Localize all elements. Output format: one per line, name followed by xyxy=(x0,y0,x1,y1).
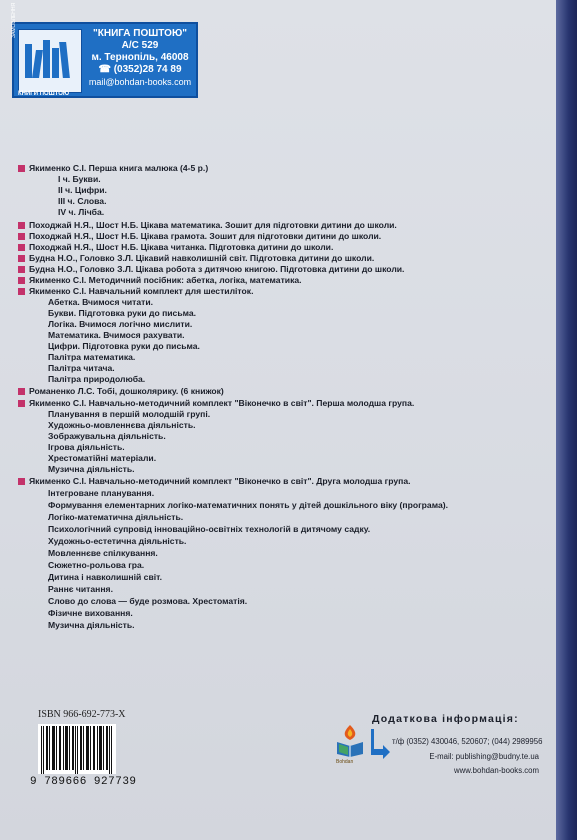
bullet xyxy=(18,255,25,262)
list-item: Якименко С.І. Перша книга малюка (4-5 р.) xyxy=(29,163,208,174)
sub-item: Зображувальна діяльність. xyxy=(48,431,166,441)
arrow-icon xyxy=(371,729,391,759)
bullet xyxy=(18,165,25,172)
sub-item: Ігрова діяльність. xyxy=(48,442,125,452)
info-title: Додаткова інформація: xyxy=(372,713,519,725)
list-item: Якименко С.І. Навчально-методичний комплект "Віконечко в світ". Друга молодша група. xyxy=(29,476,410,487)
bullet xyxy=(18,400,25,407)
sub-item: Музична діяльність. xyxy=(48,464,135,474)
sub-item: Раннє читання. xyxy=(48,584,113,594)
stamp-email[interactable]: mail@bohdan-books.com xyxy=(88,77,192,87)
stamp-box: А/С 529 xyxy=(121,40,159,51)
contact-website[interactable]: www.bohdan-books.com xyxy=(454,766,539,775)
publisher-logo-icon xyxy=(334,722,366,758)
bullet xyxy=(18,233,25,240)
stamp-phone: ☎ (0352)28 74 89 xyxy=(98,64,182,75)
sub-item: ІІІ ч. Слова. xyxy=(58,196,107,206)
spine-edge xyxy=(556,0,577,840)
sub-item: Формування елементарних логіко-математичних понять у дітей дошкільного віку (програма). xyxy=(48,500,448,510)
list-item: Будна Н.О., Головко З.Л. Цікавий навколишній світ. Підготовка дитини до школи. xyxy=(29,253,374,264)
sub-item: Палітра читача. xyxy=(48,363,115,373)
stamp-title: "КНИГА ПОШТОЮ" xyxy=(93,28,187,39)
sub-item: Логіка. Вчимося логічно мислити. xyxy=(48,319,193,329)
stamp-city: м. Тернопіль, 46008 xyxy=(91,52,189,63)
bullet xyxy=(18,288,25,295)
bullet xyxy=(18,244,25,251)
list-item: Походжай Н.Я., Шост Н.Б. Цікава математика. Зошит для підготовки дитини до школи. xyxy=(29,220,397,231)
sub-item: Дитина і навколишній світ. xyxy=(48,572,162,582)
barcode-icon xyxy=(38,724,116,774)
list-item: Будна Н.О., Головко З.Л. Цікава робота з дитячою книгою. Підготовка дитини до школи. xyxy=(29,264,404,275)
barcode-number: 9 789666 927739 xyxy=(30,776,137,788)
sub-item: Мовленнєве спілкування. xyxy=(48,548,158,558)
bullet xyxy=(18,478,25,485)
publisher-logo-name: Bohdan xyxy=(336,759,354,765)
list-item: Походжай Н.Я., Шост Н.Б. Цікава грамота. Зошит для підготовки дитини до школи. xyxy=(29,231,381,242)
sub-item: Логіко-математична діяльність. xyxy=(48,512,184,522)
list-item: Якименко С.І. Методичний посібник: абетка, логіка, математика. xyxy=(29,275,302,286)
sub-item: Математика. Вчимося рахувати. xyxy=(48,330,185,340)
sub-item: Художньо-мовленнєва діяльність. xyxy=(48,420,196,430)
sub-item: IV ч. Лічба. xyxy=(58,207,105,217)
bullet xyxy=(18,277,25,284)
contact-phone: т/ф (0352) 430046, 520607; (044) 2989956 xyxy=(392,737,543,746)
list-item: Якименко С.І. Навчальний комплект для шестиліток. xyxy=(29,286,253,297)
list-item: Походжай Н.Я., Шост Н.Б. Цікава читанка. Підготовка дитини до школи. xyxy=(29,242,333,253)
sub-item: Палітра математика. xyxy=(48,352,136,362)
bullet xyxy=(18,266,25,273)
sub-item: Інтегроване планування. xyxy=(48,488,155,498)
bullet xyxy=(18,222,25,229)
isbn-label: ISBN 966-692-773-X xyxy=(38,709,126,720)
list-item: Якименко С.І. Навчально-методичний комплект "Віконечко в світ". Перша молодша група. xyxy=(29,398,414,409)
stamp-vertical-text: ЗАМОВЛЕННЯ xyxy=(11,2,17,38)
sub-item: Психологічний супровід інноваційно-освітніх технологій в дитячому садку. xyxy=(48,524,371,534)
sub-item: Художньо-естетична діяльність. xyxy=(48,536,187,546)
contact-email[interactable]: E-mail: publishing@budny.te.ua xyxy=(429,752,539,761)
sub-item: Цифри. Підготовка руки до письма. xyxy=(48,341,200,351)
bullet xyxy=(18,388,25,395)
sub-item: Сюжетно-рольова гра. xyxy=(48,560,145,570)
sub-item: І ч. Букви. xyxy=(58,174,101,184)
stamp-logo-caption: КНИГИ ПОШТОЮ xyxy=(18,91,70,97)
sub-item: ІІ ч. Цифри. xyxy=(58,185,107,195)
sub-item: Фізичне виховання. xyxy=(48,608,133,618)
list-item: Романенко Л.С. Тобі, дошколярику. (6 книжок) xyxy=(29,386,224,397)
sub-item: Музична діяльність. xyxy=(48,620,135,630)
sub-item: Планування в першій молодшій групі. xyxy=(48,409,211,419)
sub-item: Палітра природолюба. xyxy=(48,374,146,384)
sub-item: Букви. Підготовка руки до письма. xyxy=(48,308,197,318)
sub-item: Слово до слова — буде розмова. Хрестоматія. xyxy=(48,596,248,606)
sub-item: Абетка. Вчимося читати. xyxy=(48,297,153,307)
sub-item: Хрестоматійні матеріали. xyxy=(48,453,157,463)
